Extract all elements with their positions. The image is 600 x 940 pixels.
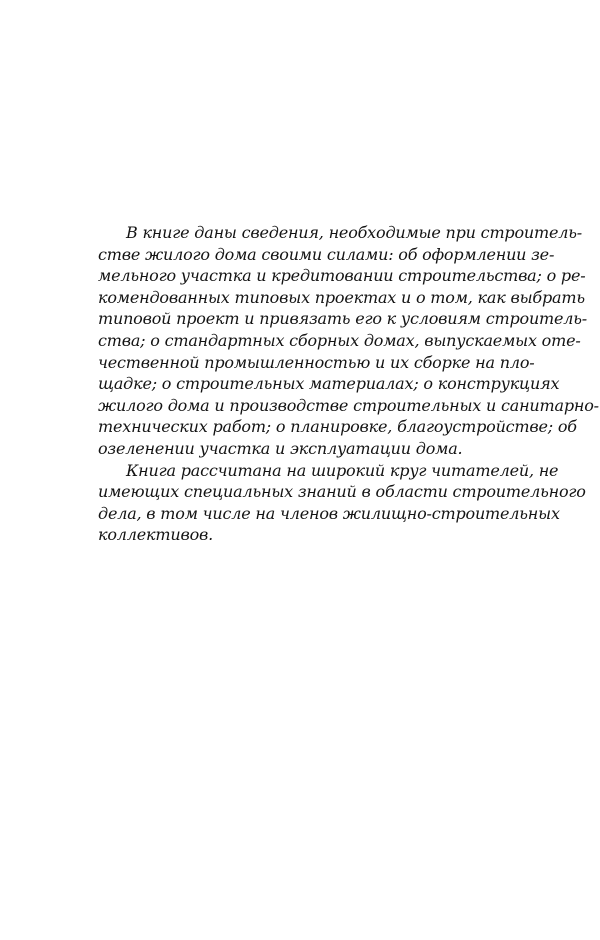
text-line: ства; о стандартных сборных домах, выпускаемых оте-	[98, 330, 581, 350]
text-line: комендованных типовых проектах и о том, как выбрать	[98, 287, 585, 307]
text-line: В книге даны сведения, необходимые при строитель-	[126, 223, 582, 242]
text-line: жилого дома и производстве строительных и санитарно-	[98, 395, 599, 415]
text-line: чественной промышленностью и их сборке на пло-	[98, 352, 535, 372]
annotation-text	[98, 222, 599, 546]
text-line: Книга рассчитана на широкий круг читателей, не	[126, 460, 559, 480]
text-line: технических работ; о планировке, благоустройстве; об	[98, 417, 577, 437]
text-line: дела, в том числе на членов жилищно-строительных	[98, 503, 560, 523]
text-line: типовой проект и привязать его к условиям строитель-	[98, 309, 587, 329]
text-line: имеющих специальных знаний в области строительного	[98, 482, 586, 502]
annotation-paragraph-2	[98, 460, 586, 546]
text-line: мельного участка и кредитовании строительства; о ре-	[98, 266, 586, 286]
annotation-paragraph-1	[98, 222, 599, 460]
text-line: озеленении участка и эксплуатации дома.	[98, 438, 463, 458]
text-line: коллективов.	[98, 525, 214, 545]
text-line: стве жилого дома своими силами: об оформлении зе-	[98, 244, 555, 264]
text-line: щадке; о строительных материалах; о конструкциях	[98, 374, 560, 394]
